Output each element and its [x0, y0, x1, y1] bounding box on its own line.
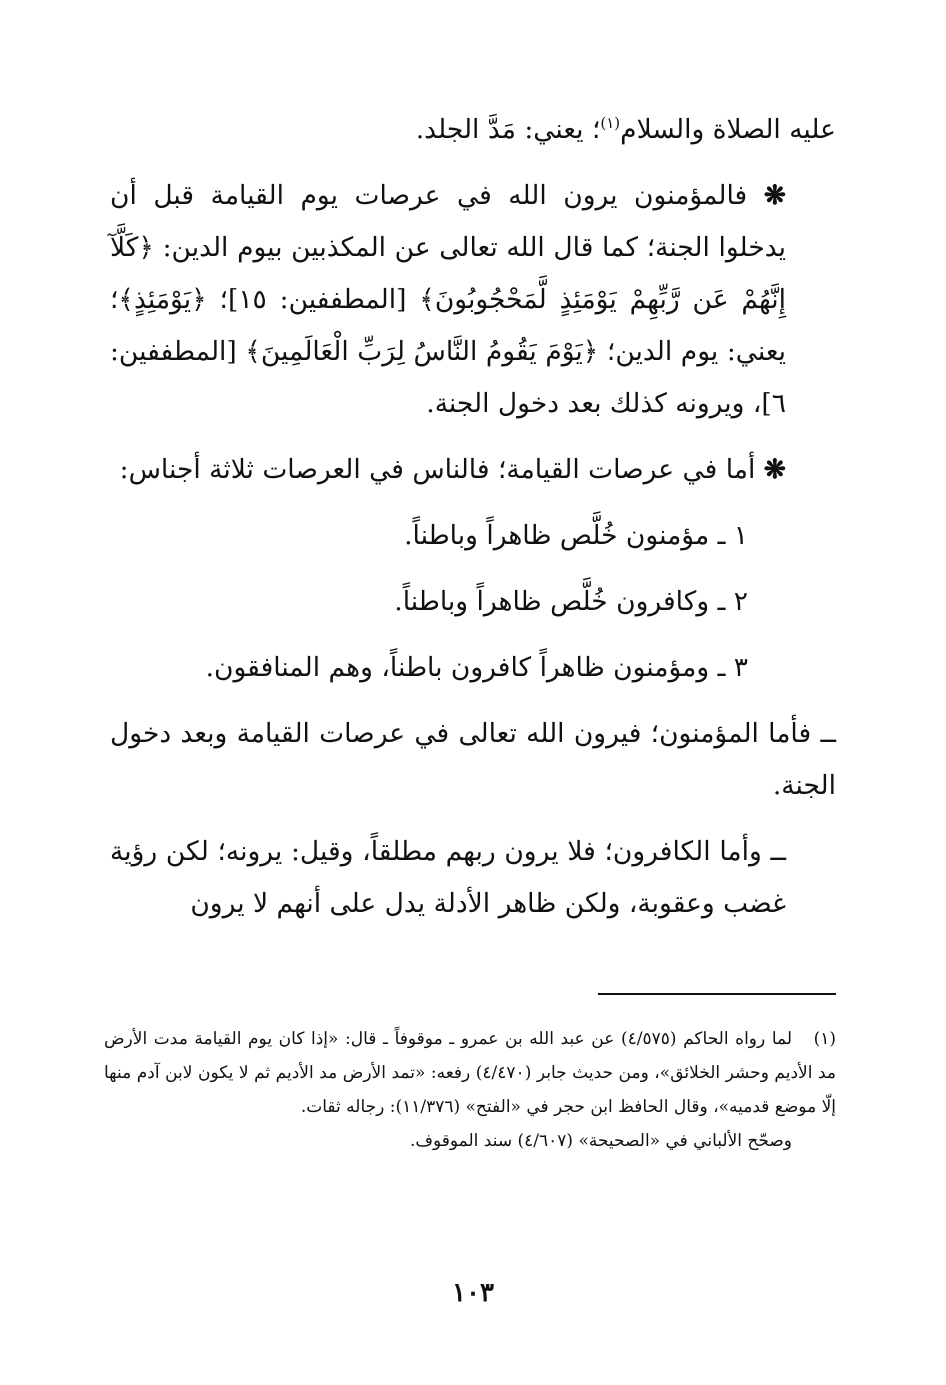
footnote-divider: [598, 993, 836, 995]
list-item-1: ١ ـ مؤمنون خُلَّص ظاهراً وباطناً.: [404, 520, 748, 551]
page-number: ١٠٣: [452, 1278, 494, 1308]
paragraph-3-text: أما في عرصات القيامة؛ فالناس في العرصات ثلاثة أجناس:: [119, 454, 756, 485]
paragraph-1-text: عليه الصلاة والسلام: [620, 114, 836, 145]
paragraph-3: [110, 444, 836, 496]
paragraph-1-tail: ؛ يعني: مَدَّ الجلد.: [415, 114, 601, 145]
footnote-1: [104, 1022, 836, 1124]
paragraph-2: [110, 170, 836, 430]
footnote-1-continuation: وصحّح الألباني في «الصحيحة» (٤/٦٠٧) سند الموقوف.: [409, 1131, 792, 1151]
footnotes: [104, 1022, 836, 1158]
paragraph-1: [110, 104, 836, 156]
asterism-icon: ❋: [763, 180, 786, 211]
list-item-3: ٣ ـ ومؤمنون ظاهراً كافرون باطناً، وهم المنافقون.: [205, 652, 748, 683]
footnote-reference: (١): [600, 114, 621, 133]
asterism-icon: ❋: [763, 454, 786, 485]
paragraph-5: ــ وأما الكافرون؛ فلا يرون ربهم مطلقاً، وقيل: يرونه؛ لكن رؤية غضب وعقوبة، ولكن ظاهر الأدلة يدل على أنهم لا يرون: [110, 836, 786, 919]
main-text: [110, 104, 836, 930]
footnote-1-text: لما رواه الحاكم (٤/٥٧٥) عن عبد الله بن عمرو ـ موقوفاً ـ قال: «إذا كان يوم القيامة مدت الأرض مد الأديم وحشر الخلائق»، ومن حديث جابر (٤/٤٧٠) رفعه: «تمد الأرض مد الأديم ثم لا يكون لابن آدم منها إلّا موضع قدميه»، وقال الحافظ ابن حجر في «الفتح» (١١/٣٧٦): رجاله ثقات.: [104, 1029, 837, 1117]
paragraph-4: ــ فأما المؤمنون؛ فيرون الله تعالى في عرصات القيامة وبعد دخول الجنة.: [110, 718, 836, 801]
paragraph-2-text: فالمؤمنون يرون الله في عرصات يوم القيامة قبل أن يدخلوا الجنة؛ كما قال الله تعالى عن المكذبين بيوم الدين: ﴿كَلَّآ إِنَّهُمْ عَن رَّبِّهِمْ يَوْمَئِذٍ لَّمَحْجُوبُونَ﴾ [المطففين: ١٥]؛ ﴿يَوْمَئِذٍ﴾؛ يعني: يوم الدين؛ ﴿يَوْمَ يَقُومُ النَّاسُ لِرَبِّ الْعَالَمِينَ﴾ [المطففين: ٦]، ويرونه كذلك بعد دخول الجنة.: [110, 180, 786, 419]
footnote-number: (١): [813, 1029, 837, 1049]
list-item-2: ٢ ـ وكافرون خُلَّص ظاهراً وباطناً.: [394, 586, 748, 617]
